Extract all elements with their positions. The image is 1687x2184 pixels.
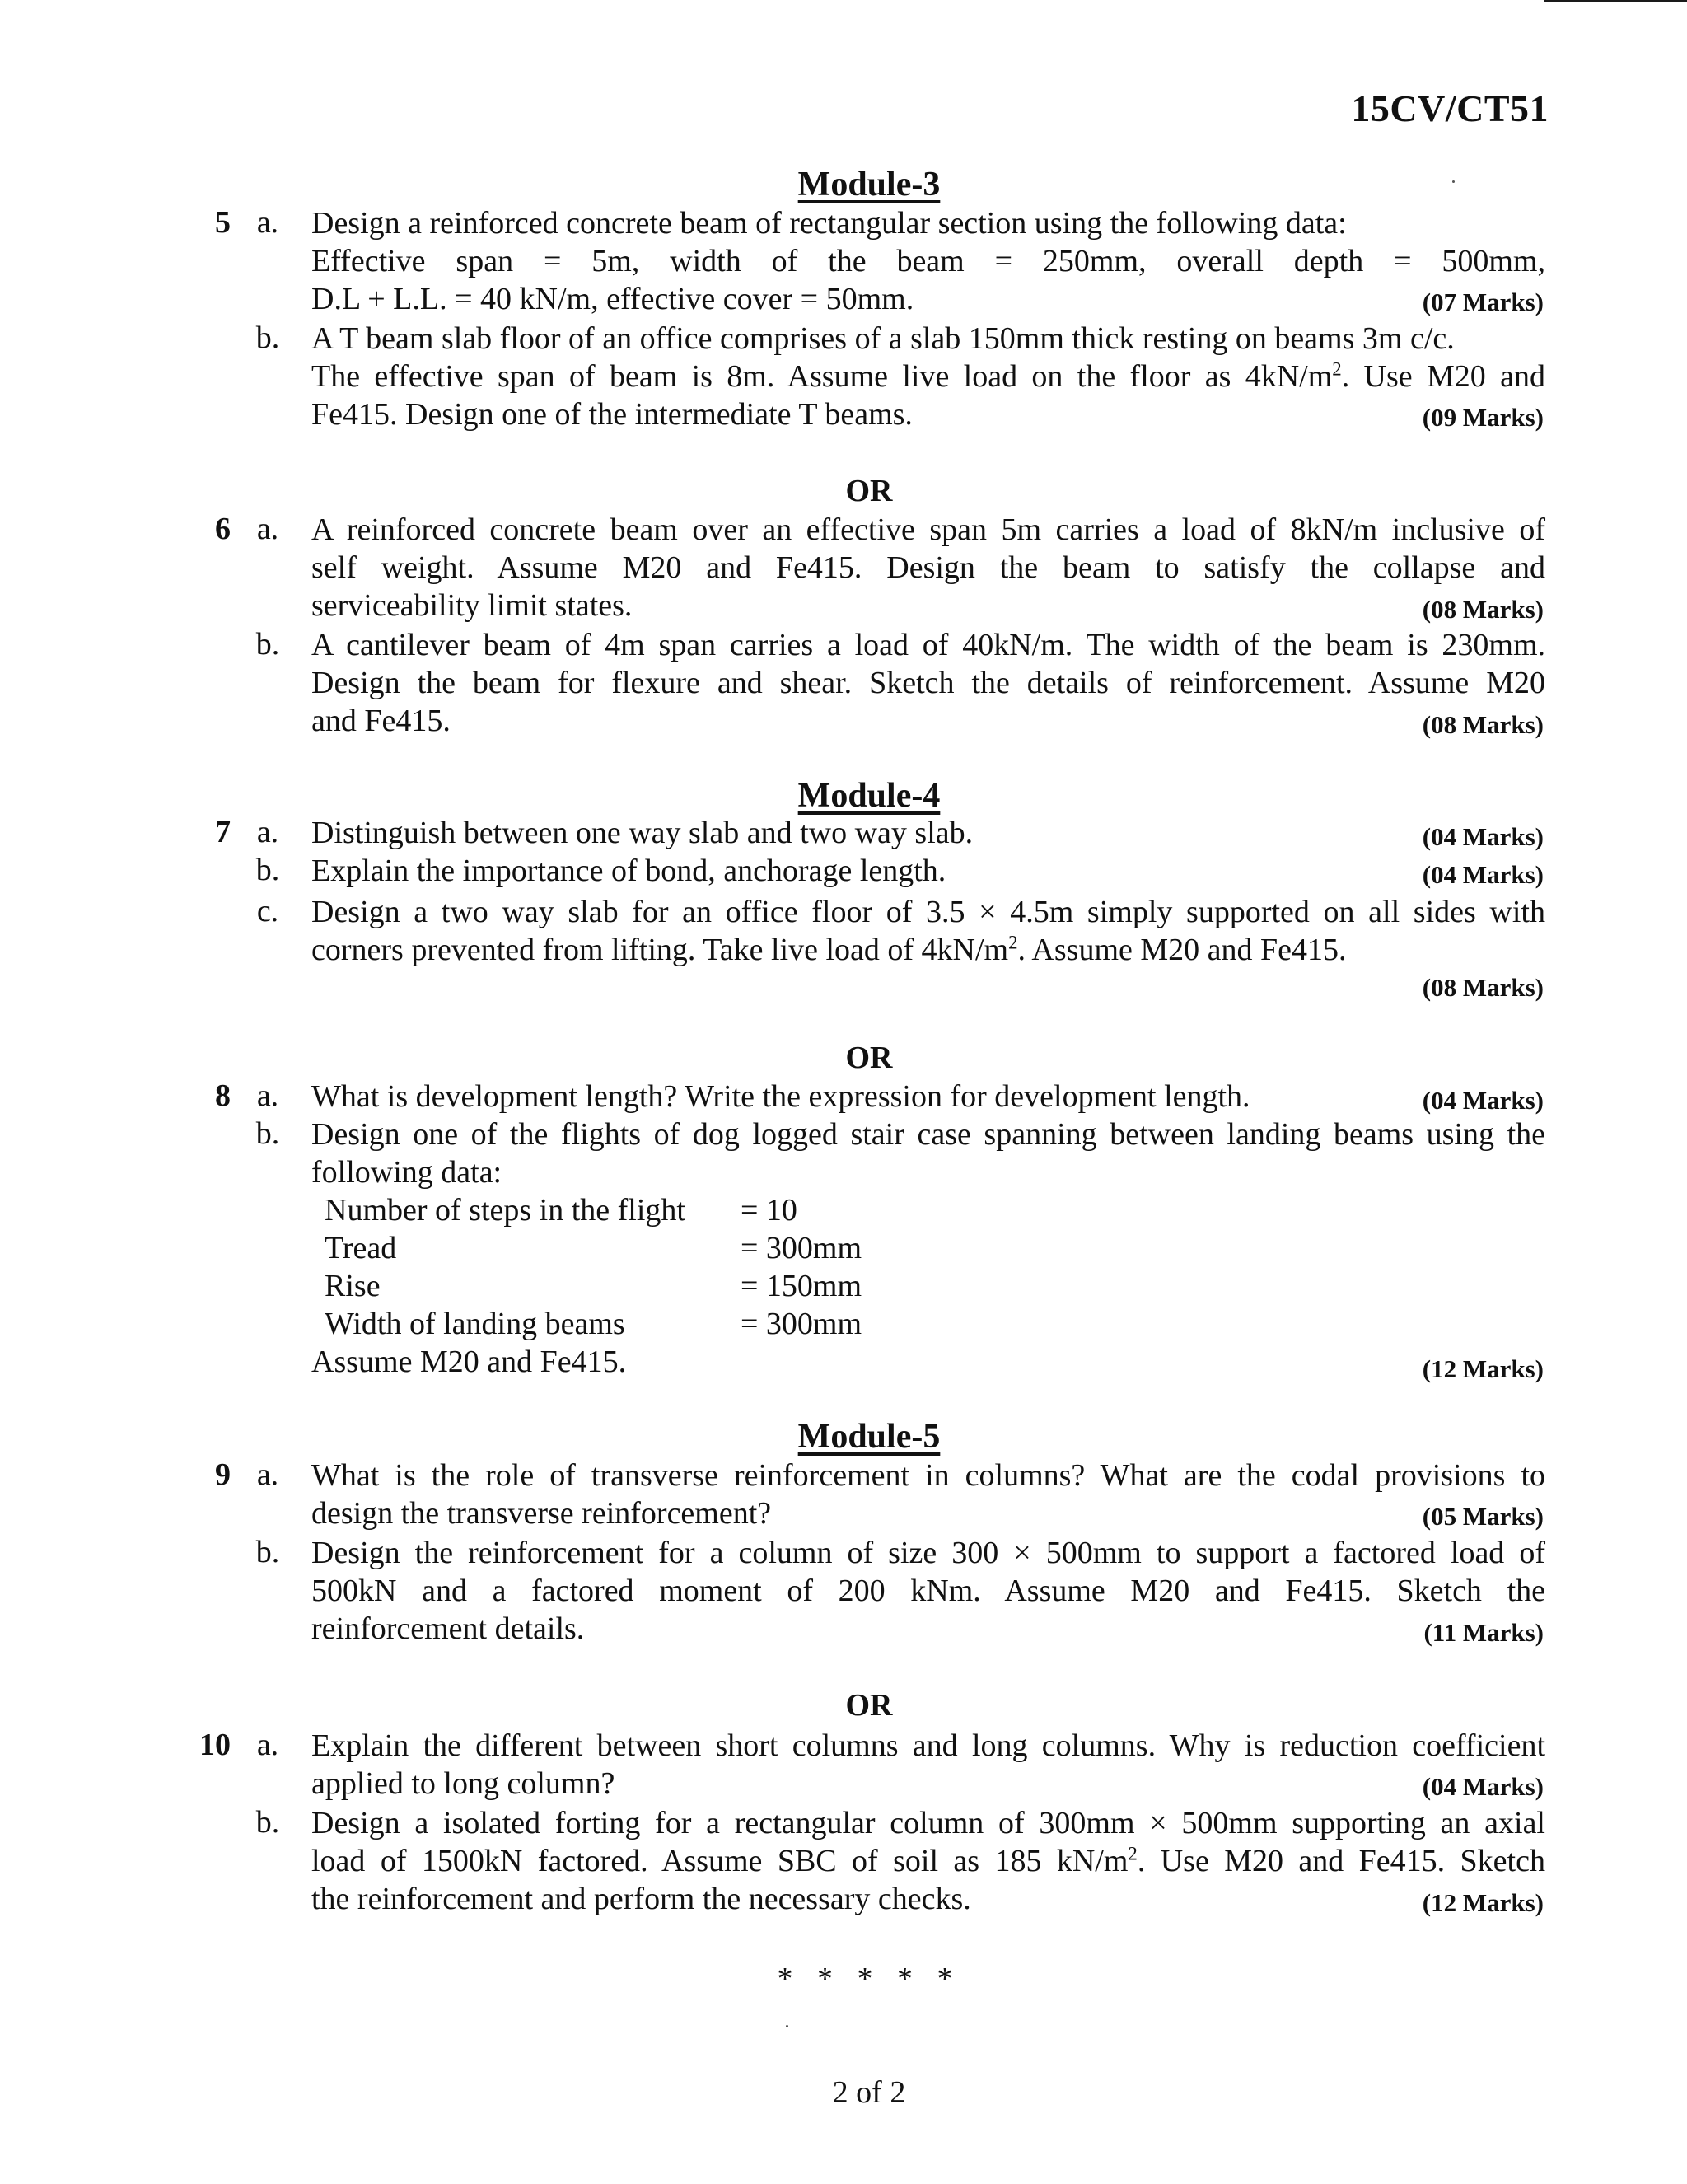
q9a-marks: (05 Marks) — [1422, 1502, 1544, 1531]
q7b-marks: (04 Marks) — [1422, 860, 1544, 889]
question-7-number: 7 — [215, 815, 231, 849]
module-3-heading: Module-3 — [797, 166, 941, 203]
q5b-label: b. — [255, 320, 280, 355]
q9a-text: What is the role of transverse reinforcement in columns? What are the codal provisions to design the transverse reinforcement? — [311, 1458, 1545, 1531]
q6b-marks: (08 Marks) — [1422, 710, 1544, 739]
q5a-label: a. — [256, 205, 279, 240]
question-9-number: 9 — [215, 1457, 231, 1492]
q5b-text: A T beam slab floor of an office comprises of a slab 150mm thick resting on beams 3m c/c. The effective span of beam is 8m. Assume live load on the floor as $4kN/m^2$. Use M20 and Fe415. Design one of the intermediate T beams. — [311, 321, 1545, 432]
module-4-heading: Module-4 — [797, 777, 941, 815]
q6a-label: a. — [256, 512, 279, 546]
module-5-heading: Module-5 — [797, 1418, 941, 1456]
scan-speck — [786, 2025, 788, 2027]
question-6-number: 6 — [215, 512, 231, 546]
or-divider: OR — [845, 474, 893, 508]
or-divider: OR — [845, 1688, 893, 1723]
q8b-text: Design one of the flights of dog logged stair case spanning between landing beams using the following data: Number of steps in the flight = 10 Tread = 300mm Rise = 150mm Width of landing beams = 300mm Assume M20 and Fe415. — [311, 1117, 1545, 1379]
q7b-text: Explain the importance of bond, anchorage length. — [311, 853, 946, 888]
q9b-text: Design the reinforcement for a column of size 300 × 500mm to support a factored load of 500kN and a factored moment of 200 kNm. Assume M20 and Fe415. Sketch the reinforcement details. — [311, 1536, 1545, 1646]
q7a-marks: (04 Marks) — [1422, 822, 1544, 851]
end-stars: * * * * * — [777, 1962, 961, 1996]
q9b-marks: (11 Marks) — [1423, 1618, 1544, 1647]
subject-code: 15CV/CT51 — [1351, 87, 1549, 129]
q8a-text: What is development length? Write the expression for development length. — [311, 1079, 1250, 1114]
q8b-marks: (12 Marks) — [1422, 1354, 1544, 1383]
stair-data-table — [311, 1191, 1545, 1343]
q9a-label: a. — [256, 1457, 279, 1492]
q5a-text: Design a reinforced concrete beam of rectangular section using the following data: Effective span = 5m, width of the beam = 250mm, overall depth = 500mm, D.L + L.L. = 40 kN/m, effective cover = 50mm. — [311, 206, 1545, 316]
q6b-text: A cantilever beam of 4m span carries a load of 40kN/m. The width of the beam is 230mm. Design the beam for flexure and shear. Sketch the details of reinforcement. Assume M20 and Fe415. — [311, 628, 1545, 738]
q5b-marks: (09 Marks) — [1422, 403, 1544, 432]
data-row: Tread = 300mm — [325, 1231, 862, 1265]
or-divider: OR — [845, 1041, 893, 1075]
q10a-label: a. — [256, 1728, 279, 1762]
q6a-text: A reinforced concrete beam over an effective span 5m carries a load of 8kN/m inclusive of self weight. Assume M20 and Fe415. Design the beam to satisfy the collapse and serviceability limit states. — [311, 512, 1545, 623]
data-row: Rise = 150mm — [325, 1269, 862, 1303]
question-8-number: 8 — [215, 1078, 231, 1113]
q6a-marks: (08 Marks) — [1422, 595, 1544, 624]
q7a-text: Distinguish between one way slab and two way slab. — [311, 816, 974, 850]
page-number: 2 of 2 — [832, 2075, 906, 2110]
q10b-label: b. — [255, 1805, 280, 1840]
q8b-label: b. — [255, 1116, 280, 1151]
data-row: Number of steps in the flight = 10 — [325, 1193, 797, 1228]
q9b-label: b. — [255, 1535, 280, 1569]
q6b-label: b. — [255, 627, 280, 662]
top-border-line — [1544, 0, 1687, 2]
q7b-label: b. — [255, 853, 280, 887]
q10b-marks: (12 Marks) — [1422, 1888, 1544, 1917]
q7c-text: Design a two way slab for an office floor of 3.5 × 4.5m simply supported on all sides with corners prevented from lifting. Take live load of $4kN/m^2$. Assume M20 and Fe415. — [311, 895, 1545, 967]
q10a-marks: (04 Marks) — [1422, 1772, 1544, 1801]
q7a-label: a. — [256, 815, 279, 849]
q10b-text: Design a isolated forting for a rectangular column of 300mm × 500mm supporting an axial load of 1500kN factored. Assume SBC of soil as 185 $kN/m^2$. Use M20 and Fe415. Sketch the reinforcement and perform the necessary checks. — [311, 1806, 1545, 1916]
q7c-marks: (08 Marks) — [1422, 973, 1544, 1002]
q5a-marks: (07 Marks) — [1422, 288, 1544, 316]
q8a-label: a. — [256, 1078, 279, 1113]
question-10-number: 10 — [199, 1728, 231, 1762]
q8a-marks: (04 Marks) — [1422, 1086, 1544, 1115]
question-5-number: 5 — [215, 205, 231, 240]
q10a-text: Explain the different between short columns and long columns. Why is reduction coefficient applied to long column? — [311, 1728, 1545, 1801]
q7c-label: c. — [256, 894, 279, 928]
data-row: Width of landing beams = 300mm — [325, 1307, 862, 1341]
